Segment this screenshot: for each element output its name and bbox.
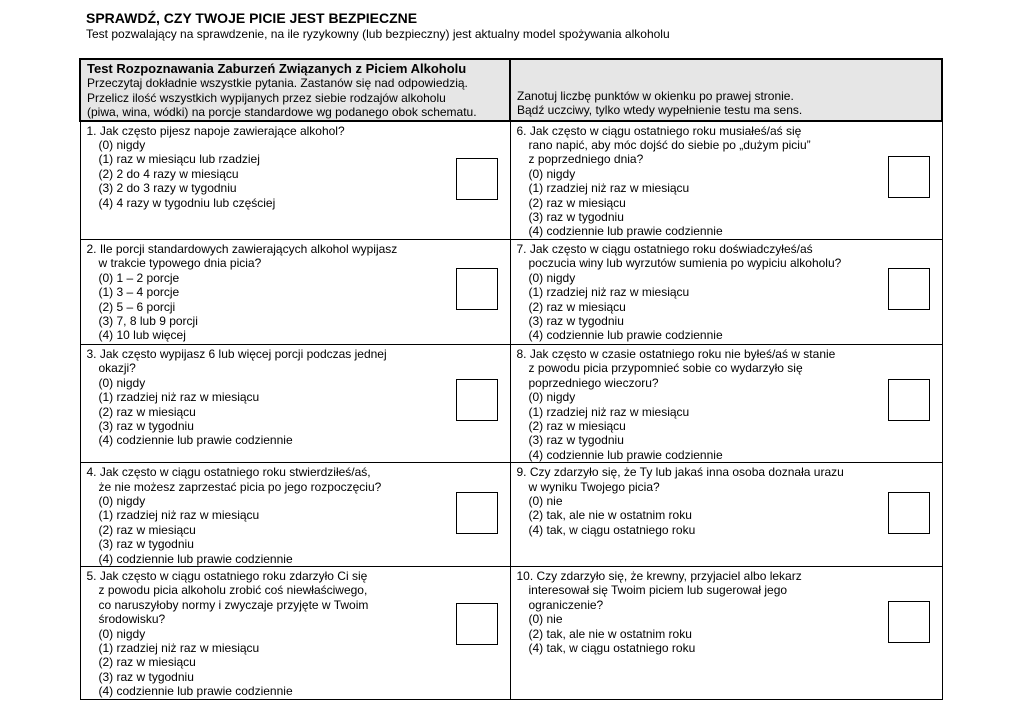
answer-option: (1) rzadziej niż raz w miesiącu: [98, 390, 260, 405]
score-box[interactable]: [888, 379, 930, 421]
question-cell-7: [510, 239, 942, 344]
instruction-line: Zanotuj liczbę punktów w okienku po prawej stronie.: [517, 88, 794, 103]
answer-option: (1) rzadziej niż raz w miesiącu: [528, 404, 690, 419]
question-cell-10: [510, 566, 942, 699]
answer-option: (0) nigdy: [98, 626, 146, 641]
question-cell-8: [510, 344, 942, 462]
question-text-line: interesował się Twoim piciem lub sugerował jego: [528, 583, 788, 598]
answer-option: (3) raz w tygodniu: [98, 537, 194, 552]
question-cell-9: [510, 463, 942, 567]
answer-option: (3) raz w tygodniu: [98, 669, 194, 684]
question-cell-1: [80, 121, 510, 240]
answer-option: (4) codziennie lub prawie codziennie: [98, 433, 293, 448]
question-text-line: 3. Jak często wypijasz 6 lub więcej porcji podczas jednej: [86, 346, 387, 361]
question-cell-4: [80, 463, 510, 567]
answer-option: (1) rzadziej niż raz w miesiącu: [98, 641, 260, 655]
answer-option: (2) 5 – 6 porcji: [98, 299, 176, 314]
instruction-line: (piwa, wina, wódki) na porcje standardowe wg podanego obok schematu.: [87, 105, 477, 120]
answer-option: (3) 2 do 3 razy w tygodniu: [98, 181, 237, 196]
header-right-cell: [510, 59, 942, 121]
answer-option: (4) tak, w ciągu ostatniego roku: [528, 641, 696, 655]
question-cell-3: [80, 344, 510, 462]
question-text-line: że nie możesz zaprzestać picia po jego rozpoczęciu?: [98, 479, 382, 494]
score-box[interactable]: [456, 603, 498, 645]
answer-option: (3) raz w tygodniu: [528, 313, 624, 328]
question-text-line: poprzedniego wieczoru?: [528, 375, 659, 390]
answer-option: (4) codziennie lub prawie codziennie: [98, 551, 293, 566]
answer-option: (1) rzadziej niż raz w miesiącu: [528, 285, 690, 300]
answer-option: (1) raz w miesiącu lub rzadziej: [98, 152, 260, 167]
answer-option: (2) raz w miesiącu: [528, 299, 626, 314]
table-header-row: [80, 59, 942, 121]
question-row: [80, 344, 942, 462]
score-box[interactable]: [888, 492, 930, 534]
question-cell-6: [510, 121, 942, 240]
answer-option: (2) raz w miesiącu: [528, 195, 626, 210]
answer-option: (1) 3 – 4 porcje: [98, 285, 180, 300]
page-subtitle: Test pozwalający na sprawdzenie, na ile ryzykowny (lub bezpieczny) jest aktualny model spożywania alkoholu: [86, 27, 670, 41]
question-text-line: 1. Jak często pijesz napoje zawierające alkohol?: [86, 123, 345, 138]
question-text-line: z powodu picia przypomnieć sobie co wydarzyło się: [528, 361, 803, 376]
answer-option: (1) rzadziej niż raz w miesiącu: [98, 508, 260, 523]
test-title: Test Rozpoznawania Zaburzeń Związanych z Piciem Alkoholu: [87, 61, 467, 76]
score-box[interactable]: [456, 492, 498, 534]
question-text-line: z poprzedniego dnia?: [528, 152, 644, 167]
answer-option: (2) tak, ale nie w ostatnim roku: [528, 508, 692, 523]
question-text-line: 7. Jak często w ciągu ostatniego roku doświadczyłeś/aś: [516, 241, 813, 256]
answer-option: (3) raz w tygodniu: [528, 433, 624, 448]
question-text-line: co naruszyłoby normy i zwyczaje przyjęte w Twoim: [98, 597, 369, 612]
answer-option: (0) nigdy: [528, 166, 576, 181]
answer-option: (2) raz w miesiącu: [528, 418, 626, 433]
score-box[interactable]: [456, 268, 498, 310]
answer-option: (0) nie: [528, 612, 563, 627]
answer-option: (0) nigdy: [98, 375, 146, 390]
question-text-line: z powodu picia alkoholu zrobić coś niewłaściwego,: [98, 583, 368, 598]
question-row: [80, 566, 942, 699]
question-text-line: 9. Czy zdarzyło się, że Ty lub jakaś inna osoba doznała urazu: [516, 465, 844, 480]
answer-option: (4) 4 razy w tygodniu lub częściej: [98, 195, 276, 210]
question-text-line: w trakcie typowego dnia picia?: [98, 256, 262, 271]
answer-option: (4) 10 lub więcej: [98, 328, 186, 343]
answer-option: (4) codziennie lub prawie codziennie: [528, 328, 723, 343]
question-cell-5: [80, 566, 510, 699]
answer-option: (3) 7, 8 lub 9 porcji: [98, 313, 198, 328]
question-text-line: 8. Jak często w czasie ostatniego roku nie byłeś/aś w stanie: [516, 346, 836, 361]
score-box[interactable]: [456, 158, 498, 200]
answer-option: (4) codziennie lub prawie codziennie: [528, 224, 723, 239]
score-box[interactable]: [888, 601, 930, 643]
question-text-line: 5. Jak często w ciągu ostatniego roku zdarzyło Ci się: [86, 568, 368, 583]
score-box[interactable]: [456, 379, 498, 421]
question-row: [80, 463, 942, 567]
header-left-cell: [80, 59, 510, 121]
instruction-line: Przeczytaj dokładnie wszystkie pytania. Zastanów się nad odpowiedzią.: [87, 76, 468, 91]
answer-option: (4) codziennie lub prawie codziennie: [98, 684, 293, 699]
answer-option: (0) 1 – 2 porcje: [98, 270, 180, 285]
answer-option: (2) raz w miesiącu: [98, 404, 196, 419]
question-text-line: okazji?: [98, 361, 136, 376]
question-text-line: poczucia winy lub wyrzutów sumienia po wypiciu alkoholu?: [528, 256, 842, 271]
question-text-line: 6. Jak często w ciągu ostatniego roku musiałeś/aś się: [516, 123, 802, 138]
answer-option: (2) raz w miesiącu: [98, 522, 196, 537]
question-row: [80, 239, 942, 344]
page-title: SPRAWDŹ, CZY TWOJE PICIE JEST BEZPIECZNE: [86, 10, 418, 26]
question-text-line: w wyniku Twojego picia?: [528, 479, 660, 494]
question-text-line: ograniczenie?: [528, 597, 604, 612]
answer-option: (2) 2 do 4 razy w miesiącu: [98, 166, 239, 181]
answer-option: (3) raz w tygodniu: [528, 210, 624, 225]
instruction-line: Bądź uczciwy, tylko wtedy wypełnienie testu ma sens.: [517, 103, 803, 118]
question-text-line: 10. Czy zdarzyło się, że krewny, przyjaciel albo lekarz: [516, 568, 802, 583]
score-box[interactable]: [888, 156, 930, 198]
answer-option: (0) nigdy: [528, 270, 576, 285]
question-cell-2: [80, 239, 510, 344]
score-box[interactable]: [888, 268, 930, 310]
question-text-line: 2. Ile porcji standardowych zawierających alkohol wypijasz: [86, 241, 398, 256]
question-text-line: rano napić, aby móc dojść do siebie po „dużym piciu”: [528, 138, 811, 153]
question-text-line: środowisku?: [98, 612, 166, 627]
answer-option: (1) rzadziej niż raz w miesiącu: [528, 181, 690, 196]
answer-option: (3) raz w tygodniu: [98, 418, 194, 433]
answer-option: (4) codziennie lub prawie codziennie: [528, 447, 723, 462]
answer-option: (0) nigdy: [98, 493, 146, 508]
audit-table: [79, 58, 943, 700]
instruction-line: Przelicz ilość wszystkich wypijanych przez siebie rodzajów alkoholu: [87, 90, 446, 105]
question-text-line: 4. Jak często w ciągu ostatniego roku stwierdziłeś/aś,: [86, 465, 371, 480]
answer-option: (2) raz w miesiącu: [98, 655, 196, 670]
question-row: [80, 121, 942, 240]
answer-option: (0) nie: [528, 493, 563, 508]
answer-option: (4) tak, w ciągu ostatniego roku: [528, 522, 696, 537]
answer-option: (0) nigdy: [528, 390, 576, 405]
answer-option: (0) nigdy: [98, 138, 146, 153]
answer-option: (2) tak, ale nie w ostatnim roku: [528, 626, 692, 641]
